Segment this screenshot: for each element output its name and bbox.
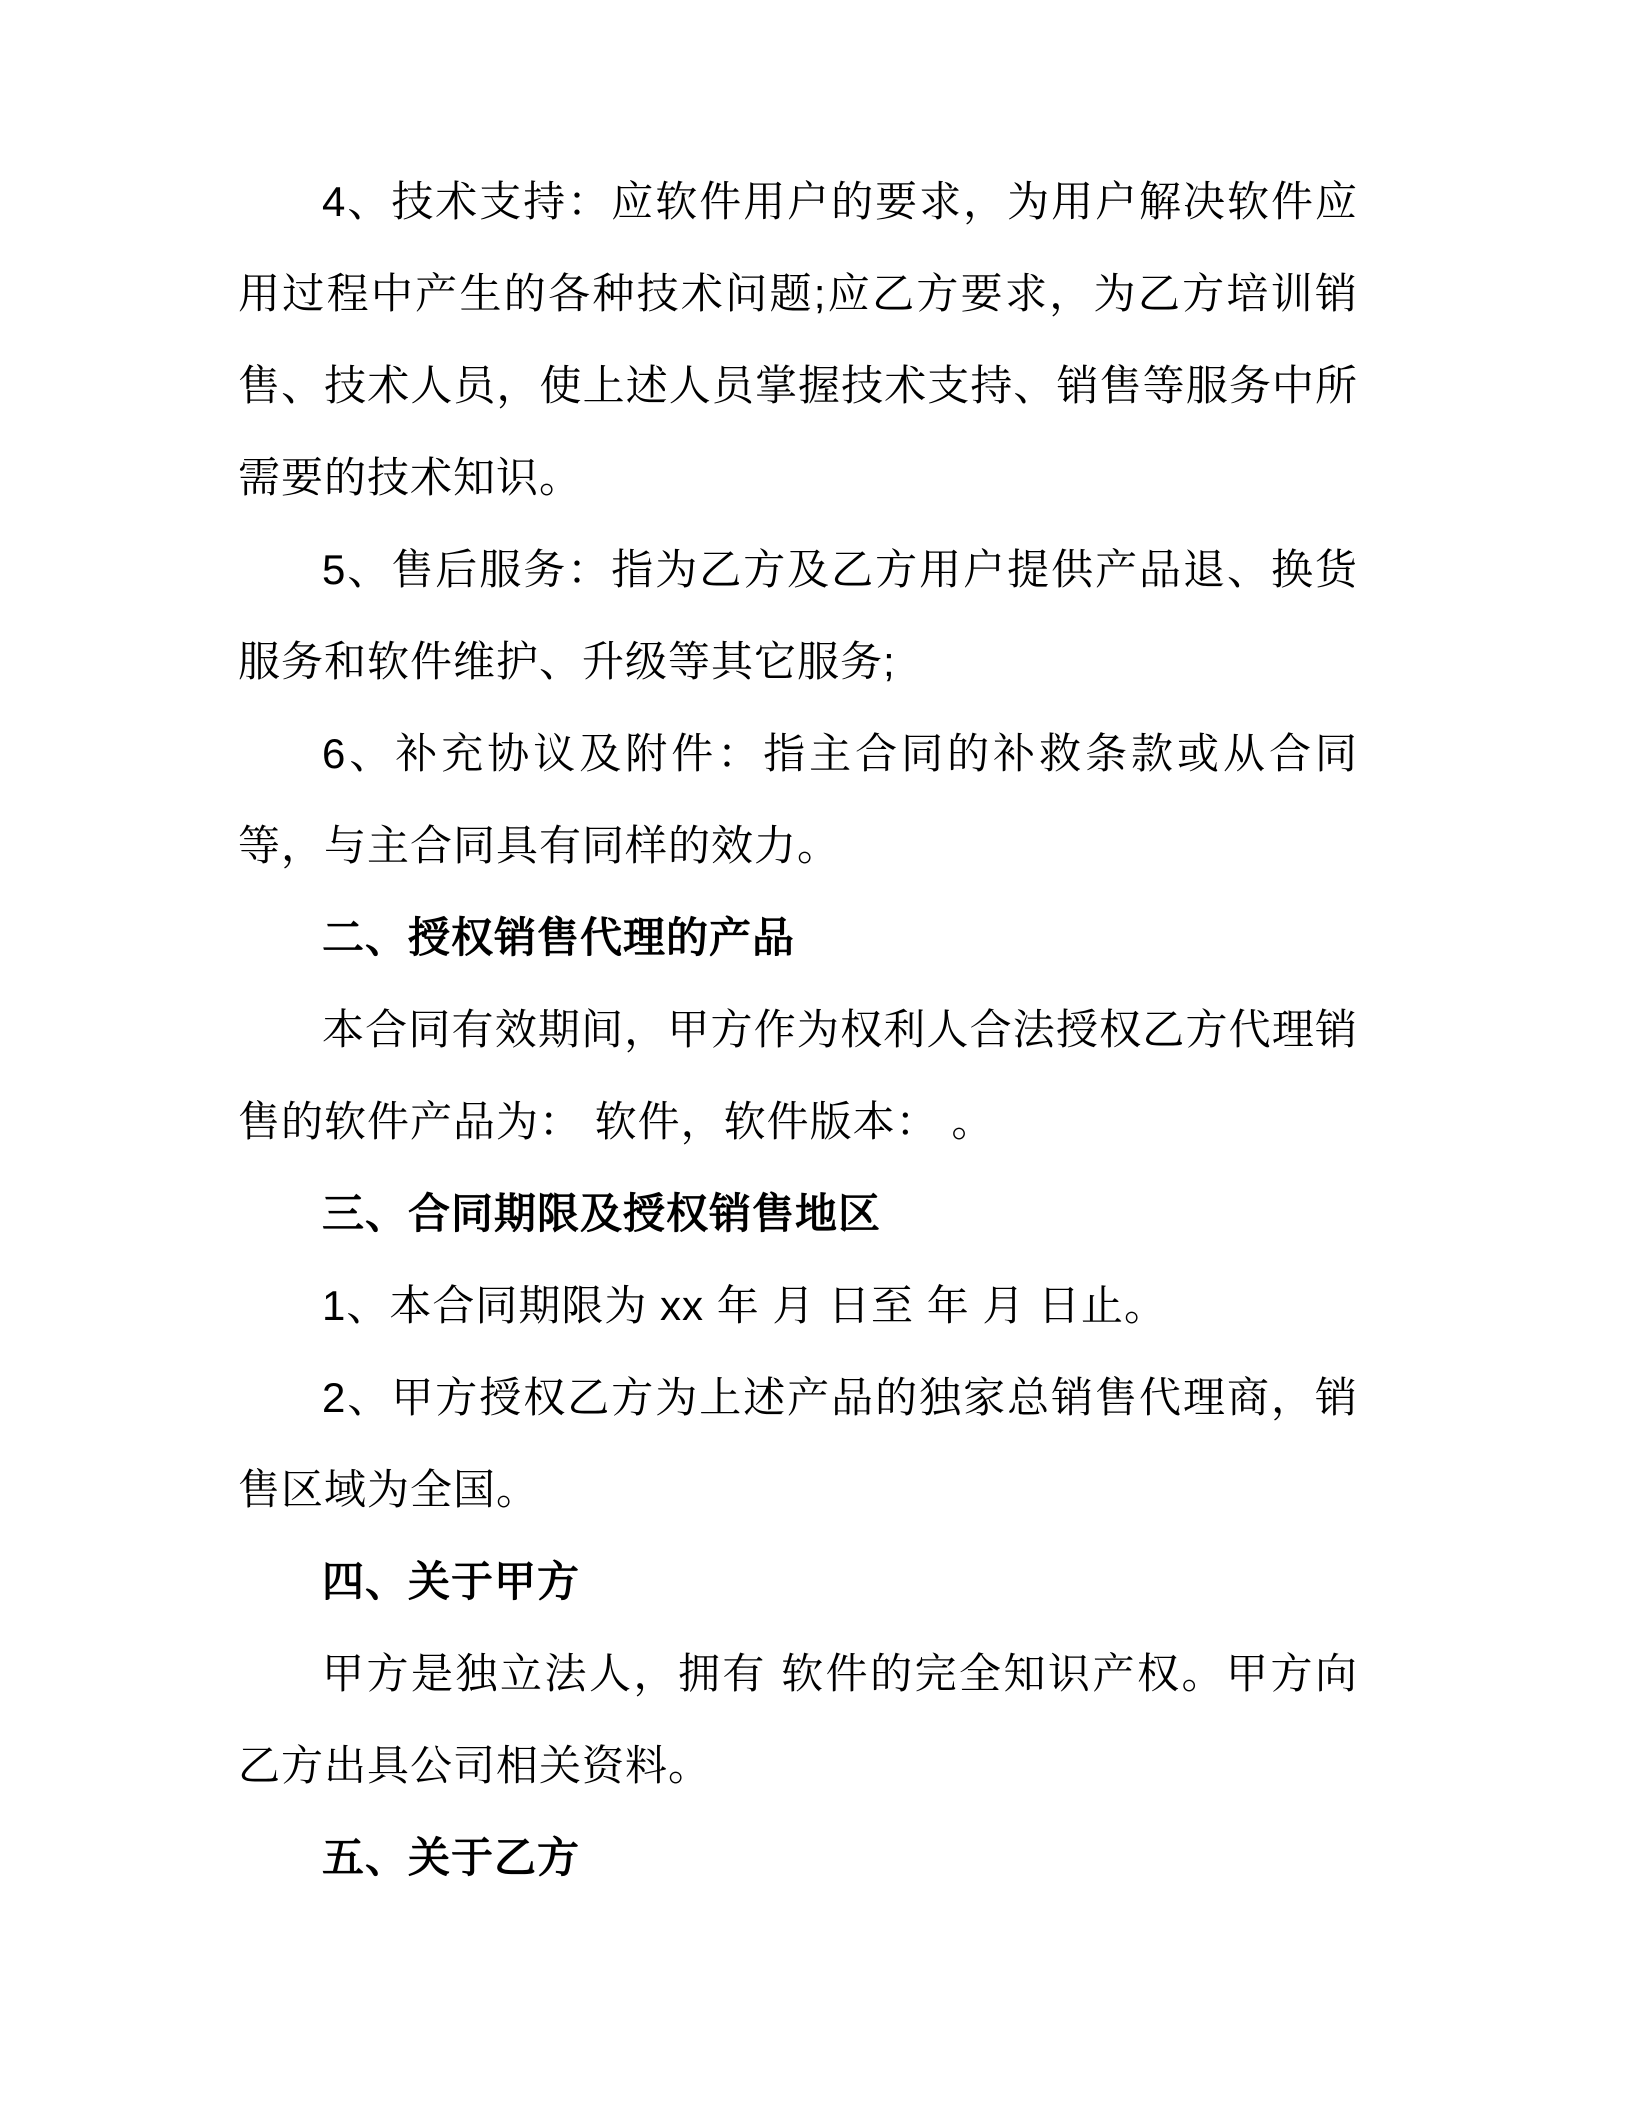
clause-contract-term: 1、本合同期限为 xx 年 月 日至 年 月 日止。 xyxy=(322,1282,1168,1329)
document-text-block xyxy=(238,156,1358,1904)
section-heading-about-party-b: 五、关于乙方 xyxy=(322,1834,581,1881)
paragraph-about-party-a: 甲方是独立法人，拥有 软件的完全知识产权。甲方向乙方出具公司相关资料。 xyxy=(238,1650,1358,1789)
section-heading-contract-term-region: 三、合同期限及授权销售地区 xyxy=(322,1190,882,1237)
section-heading-about-party-a: 四、关于甲方 xyxy=(322,1558,581,1605)
clause-supplementary-agreement: 6、补充协议及附件：指主合同的补救条款或从合同等，与主合同具有同样的效力。 xyxy=(238,730,1358,869)
clause-tech-support: 4、技术支持：应软件用户的要求，为用户解决软件应用过程中产生的各种技术问题;应乙方要求，为乙方培训销售、技术人员，使上述人员掌握技术支持、销售等服务中所需要的技术知识。 xyxy=(238,178,1358,501)
clause-exclusive-agency: 2、甲方授权乙方为上述产品的独家总销售代理商，销售区域为全国。 xyxy=(238,1374,1358,1513)
section-heading-authorized-products: 二、授权销售代理的产品 xyxy=(322,914,796,961)
paragraph-authorized-products: 本合同有效期间，甲方作为权利人合法授权乙方代理销售的软件产品为： 软件，软件版本： 。 xyxy=(238,1006,1358,1145)
clause-after-sales-service: 5、售后服务：指为乙方及乙方用户提供产品退、换货服务和软件维护、升级等其它服务; xyxy=(238,546,1358,685)
